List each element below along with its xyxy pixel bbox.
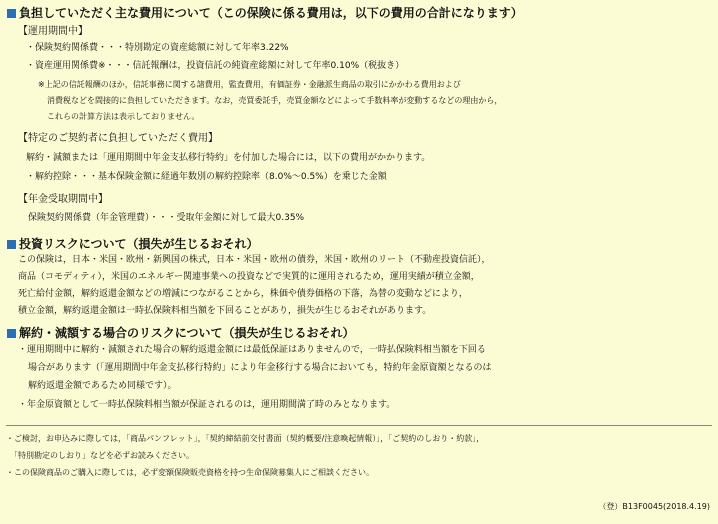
specific-cost-label: 【特定のご契約者に負担していただく費用】: [18, 133, 218, 144]
operation-cost-line-2: ・資産運用関係費※・・・信託報酬は，投資信託の純資産総額に対して年率0.10%（税抜き）: [26, 61, 405, 71]
investment-risk-line-1: この保険は，日本・米国・欧州・新興国の株式，日本・米国・欧州の債券，米国・欧州のリート（不動産投資信託），: [18, 255, 491, 265]
divider: [6, 425, 712, 426]
surrender-risk-line-1: ・運用期間中に解約・減額された場合の解約返還金額には最低保証はありませんので，一時払保険料相当額を下回る: [18, 345, 486, 355]
section-marker-icon: [7, 9, 16, 18]
footer-note-1: ・ご検討，お申込みに際しては，「商品パンフレット」，「契約締結前交付書面（契約概要/注意喚起情報）」，「ご契約のしおり・約款」，: [6, 434, 485, 443]
surrender-risk-line-2: 場合があります（「運用期間中年金支払移行特約」により年金移行する場合においても，特約年金原資額となるのは: [28, 363, 492, 373]
trust-fee-note-2: 消費税などを間接的に負担していただきます。なお，売買委託手，売買金額などによって手数料率が変動するなどの理由から，: [47, 96, 503, 105]
investment-risk-line-2: 商品（コモディティ），米国のエネルギー関連事業への投資などで実質的に運用されるため，運用実績が積立金額，: [18, 272, 480, 282]
footer-note-3: ・この保険商品のご購入に際しては，必ず変額保険販売資格を持つ生命保険募集人にご相談ください。: [6, 468, 374, 477]
surrender-risk-title: 解約・減額する場合のリスクについて（損失が生じるおそれ）: [7, 325, 355, 341]
trust-fee-note-1: ※上記の信託報酬のほか，信託事務に関する諸費用，監査費用，有価証券・金融派生商品の取引にかかわる費用および: [38, 80, 461, 89]
section-marker-icon: [7, 240, 16, 249]
specific-cost-line-1: 解約・減額または「運用期間中年金支払移行特約」を付加した場合には，以下の費用がかかります。: [26, 153, 431, 163]
operation-cost-line-1: ・保険契約関係費・・・特別勘定の資産総額に対して年率3.22%: [26, 43, 289, 53]
surrender-risk-line-3: 解約返還金額であるため同様です）。: [28, 381, 177, 391]
investment-risk-line-4: 積立金額，解約返還金額は一時払保険料相当額を下回ることがあり，損失が生じるおそれがあります。: [18, 306, 432, 316]
operation-period-label: 【運用期間中】: [18, 26, 88, 37]
section-marker-icon: [7, 329, 16, 338]
registration-code: （登）B13F0045(2018.4.19): [598, 502, 710, 511]
footer-note-2: 「特別勘定のしおり」などを必ずお読みください。: [10, 451, 194, 460]
costs-section-title: 負担していただく主な費用について（この保険に係る費用は，以下の費用の合計になります）: [7, 5, 523, 21]
specific-cost-line-2: ・解約控除・・・基本保険金額に経過年数別の解約控除率（8.0%〜0.5%）を乗じた金額: [26, 172, 387, 182]
annuity-period-label: 【年金受取期間中】: [18, 194, 108, 205]
investment-risk-line-3: 死亡給付金額，解約返還金額などの増減につながることから，株価や債券価格の下落，為替の変動などにより，: [18, 289, 468, 299]
trust-fee-note-3: これらの計算方法は表示しておりません。: [47, 112, 200, 121]
annuity-cost-line: 保険契約関係費（年金管理費）・・・受取年金額に対して最大0.35%: [28, 213, 305, 223]
surrender-risk-line-4: ・年金原資額として一時払保険料相当額が保証されるのは，運用期間満了時のみとなります。: [18, 400, 396, 410]
investment-risk-title: 投資リスクについて（損失が生じるおそれ）: [7, 236, 259, 252]
